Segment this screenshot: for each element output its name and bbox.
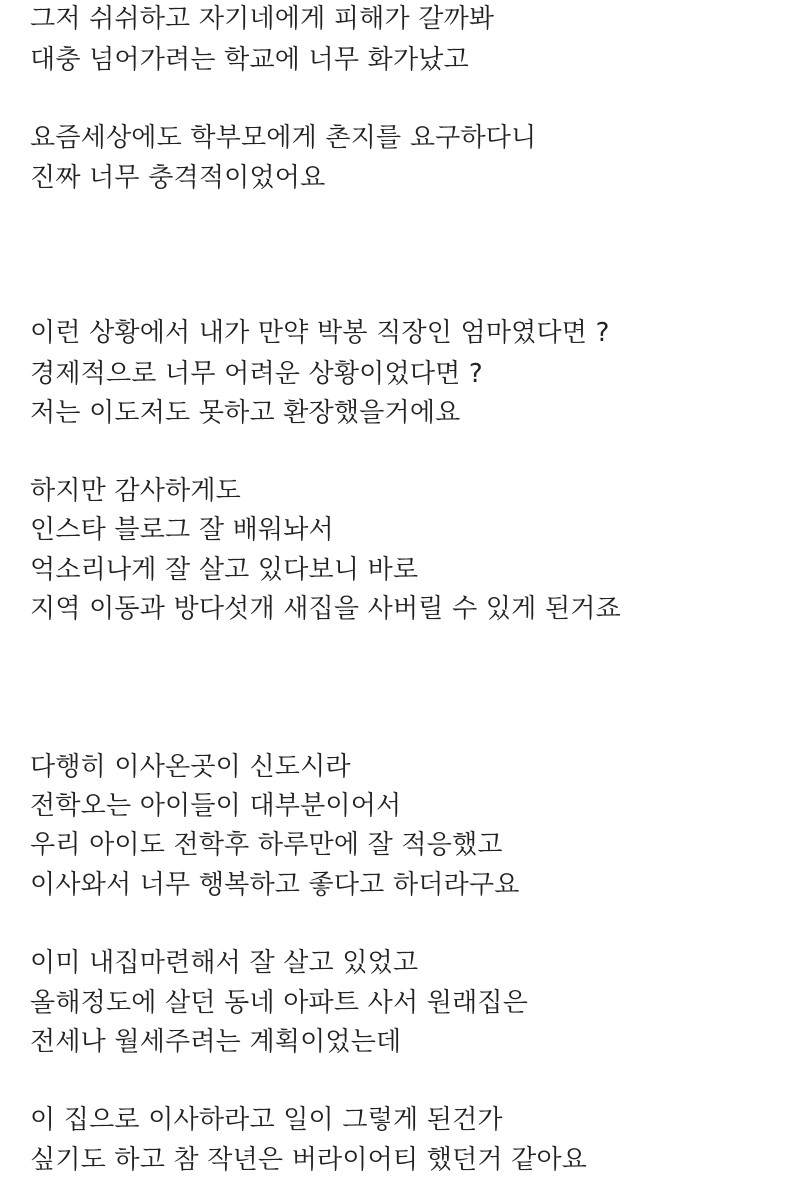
- post-text-line: 이런 상황에서 내가 만약 박봉 직장인 엄마였다면 ?: [30, 318, 610, 348]
- post-text-line: 싶기도 하고 참 작년은 버라이어티 했던거 같아요: [30, 1145, 588, 1175]
- post-text-line: 진짜 너무 충격적이었어요: [30, 163, 326, 193]
- post-text-line: 올해정도에 살던 동네 아파트 사서 원래집은: [30, 988, 529, 1018]
- post-text-line: 지역 이동과 방다섯개 새집을 사버릴 수 있게 된거죠: [30, 594, 621, 624]
- post-text-line: 억소리나게 잘 살고 있다보니 바로: [30, 555, 419, 585]
- post-text-line: 전학오는 아이들이 대부분이어서: [30, 791, 402, 821]
- post-text-line: 경제적으로 너무 어려운 상황이었다면 ?: [30, 359, 483, 389]
- post-text-line: 저는 이도저도 못하고 환장했을거에요: [30, 398, 461, 428]
- post-text-line: 요즘세상에도 학부모에게 촌지를 요구하다니: [30, 123, 537, 153]
- post-text-line: 하지만 감사하게도: [30, 476, 241, 506]
- post-text-line: 이미 내집마련해서 잘 살고 있었고: [30, 948, 419, 978]
- post-text-line: 인스타 블로그 잘 배워놔서: [30, 515, 334, 545]
- post-text-line: 이사와서 너무 행복하고 좋다고 하더라구요: [30, 870, 520, 900]
- post-text-line: 우리 아이도 전학후 하루만에 잘 적응했고: [30, 830, 503, 860]
- post-text-line: 그저 쉬쉬하고 자기네에게 피해가 갈까봐: [30, 4, 495, 34]
- post-text-line: 대충 넘어가려는 학교에 너무 화가났고: [30, 45, 469, 75]
- post-text-line: 전세나 월세주려는 계획이었는데: [30, 1027, 402, 1057]
- post-text-line: 다행히 이사온곳이 신도시라: [30, 752, 351, 782]
- post-text-line: 이 집으로 이사하라고 일이 그렇게 된건가: [30, 1105, 503, 1135]
